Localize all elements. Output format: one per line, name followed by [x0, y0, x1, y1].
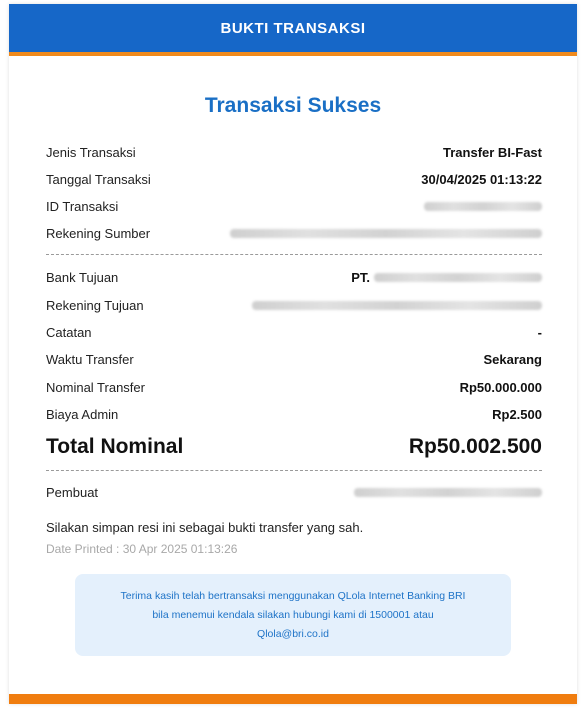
pembuat-label: Pembuat [46, 484, 99, 500]
bank-tujuan-name-redacted [374, 273, 542, 282]
row-jenis-transaksi [46, 142, 542, 162]
info-line-2: bila menemui kendala silakan hubungi kami di 1500001 atau [152, 608, 434, 621]
section-divider [46, 254, 542, 255]
tanggal-transaksi-label: Tanggal Transaksi [46, 171, 151, 187]
transaction-status: Transaksi Sukses [204, 94, 382, 117]
receipt-note: Silakan simpan resi ini sebagai bukti transfer yang sah. [46, 520, 364, 535]
row-nominal-transfer [46, 377, 542, 397]
rekening-tujuan-label: Rekening Tujuan [46, 297, 144, 313]
rekening-sumber-label: Rekening Sumber [46, 225, 151, 241]
row-catatan [46, 322, 542, 342]
row-id-transaksi [46, 196, 542, 216]
info-line-1: Terima kasih telah bertransaksi menggunakan QLola Internet Banking BRI [120, 589, 466, 602]
row-tanggal-transaksi [46, 169, 542, 189]
row-waktu-transfer [46, 349, 542, 369]
info-box [75, 574, 511, 656]
receipt-header [9, 4, 577, 56]
receipt-title: BUKTI TRANSAKSI [220, 19, 366, 37]
bank-tujuan-value [351, 270, 542, 285]
row-pembuat [46, 482, 542, 502]
waktu-transfer-label: Waktu Transfer [46, 351, 134, 367]
date-printed: Date Printed : 30 Apr 2025 01:13:26 [46, 542, 238, 556]
tanggal-transaksi-value: 30/04/2025 01:13:22 [421, 171, 542, 187]
pembuat-value-redacted [354, 488, 542, 497]
biaya-admin-label: Biaya Admin [46, 406, 119, 422]
row-total-nominal [46, 432, 542, 462]
row-rekening-tujuan [46, 295, 542, 315]
row-biaya-admin [46, 404, 542, 424]
nominal-transfer-label: Nominal Transfer [46, 379, 145, 395]
nominal-transfer-value: Rp50.000.000 [459, 379, 542, 395]
receipt-card [9, 4, 577, 704]
footer-bar [9, 694, 577, 704]
row-bank-tujuan [46, 267, 542, 287]
bank-tujuan-prefix: PT. [351, 269, 370, 285]
info-line-3: Qlola@bri.co.id [257, 627, 329, 640]
id-transaksi-label: ID Transaksi [46, 198, 119, 214]
jenis-transaksi-value: Transfer BI-Fast [443, 144, 542, 160]
bank-tujuan-label: Bank Tujuan [46, 269, 119, 285]
catatan-value: - [537, 324, 542, 340]
catatan-label: Catatan [46, 324, 92, 340]
info-text [88, 587, 498, 644]
jenis-transaksi-label: Jenis Transaksi [46, 144, 136, 160]
section-divider [46, 470, 542, 471]
waktu-transfer-value: Sekarang [483, 351, 542, 367]
total-nominal-value: Rp50.002.500 [408, 435, 542, 458]
rekening-tujuan-value-redacted [252, 301, 542, 310]
total-nominal-label: Total Nominal [46, 435, 184, 458]
row-rekening-sumber [46, 223, 542, 243]
rekening-sumber-value-redacted [230, 229, 542, 238]
id-transaksi-value-redacted [424, 202, 542, 211]
biaya-admin-value: Rp2.500 [492, 406, 542, 422]
